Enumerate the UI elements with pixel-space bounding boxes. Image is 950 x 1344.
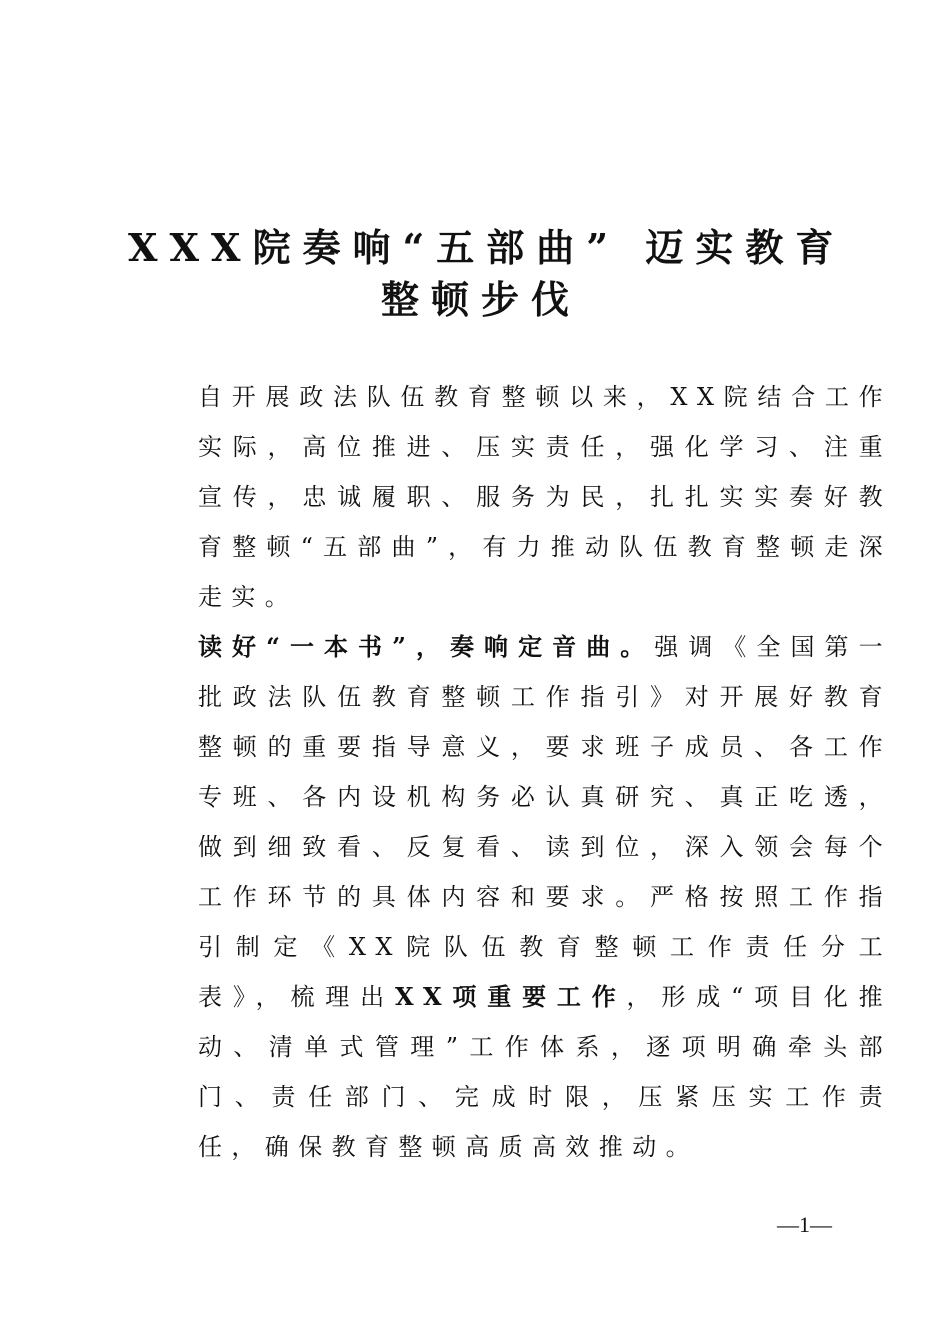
document-title bbox=[128, 222, 846, 326]
title-line-1: XXX院奏响“五部曲” 迈实教育 bbox=[128, 225, 846, 270]
paragraph-intro: 自开展政法队伍教育整顿以来，XX院结合工作实际，高位推进、压实责任，强化学习、注重宣传，忠诚履职、服务为民，扎扎实实奏好教育整顿“五部曲”，有力推动队伍教育整顿走深走实。 bbox=[198, 383, 892, 611]
title-line-2: 整顿步伐 bbox=[380, 277, 581, 322]
paragraph-section-1 bbox=[128, 622, 892, 1172]
section-text-part-1: 强调《全国第一批政法队伍教育整顿工作指引》对开展好教育整顿的重要指导意义，要求班子成员、各工作专班、各内设机构务必认真研究、真正吃透，做到细致看、反复看、读到位，深入领会每个工作环节的具体内容和要求。严格按照工作指引制定《XX院队伍教育整顿工作责任分工表》，梳理出 bbox=[198, 633, 892, 1011]
page-number: —1— bbox=[777, 1212, 832, 1237]
section-heading: 读好“一本书”，奏响定音曲。 bbox=[198, 632, 655, 661]
section-bold-text: XX项重要工作 bbox=[394, 982, 627, 1011]
section-text-part-2: ，形成“项目化推动、清单式管理”工作体系，逐项明确牵头部门、责任部门、完成时限，压紧压实工作责任，确保教育整顿高质高效推动。 bbox=[198, 983, 892, 1161]
